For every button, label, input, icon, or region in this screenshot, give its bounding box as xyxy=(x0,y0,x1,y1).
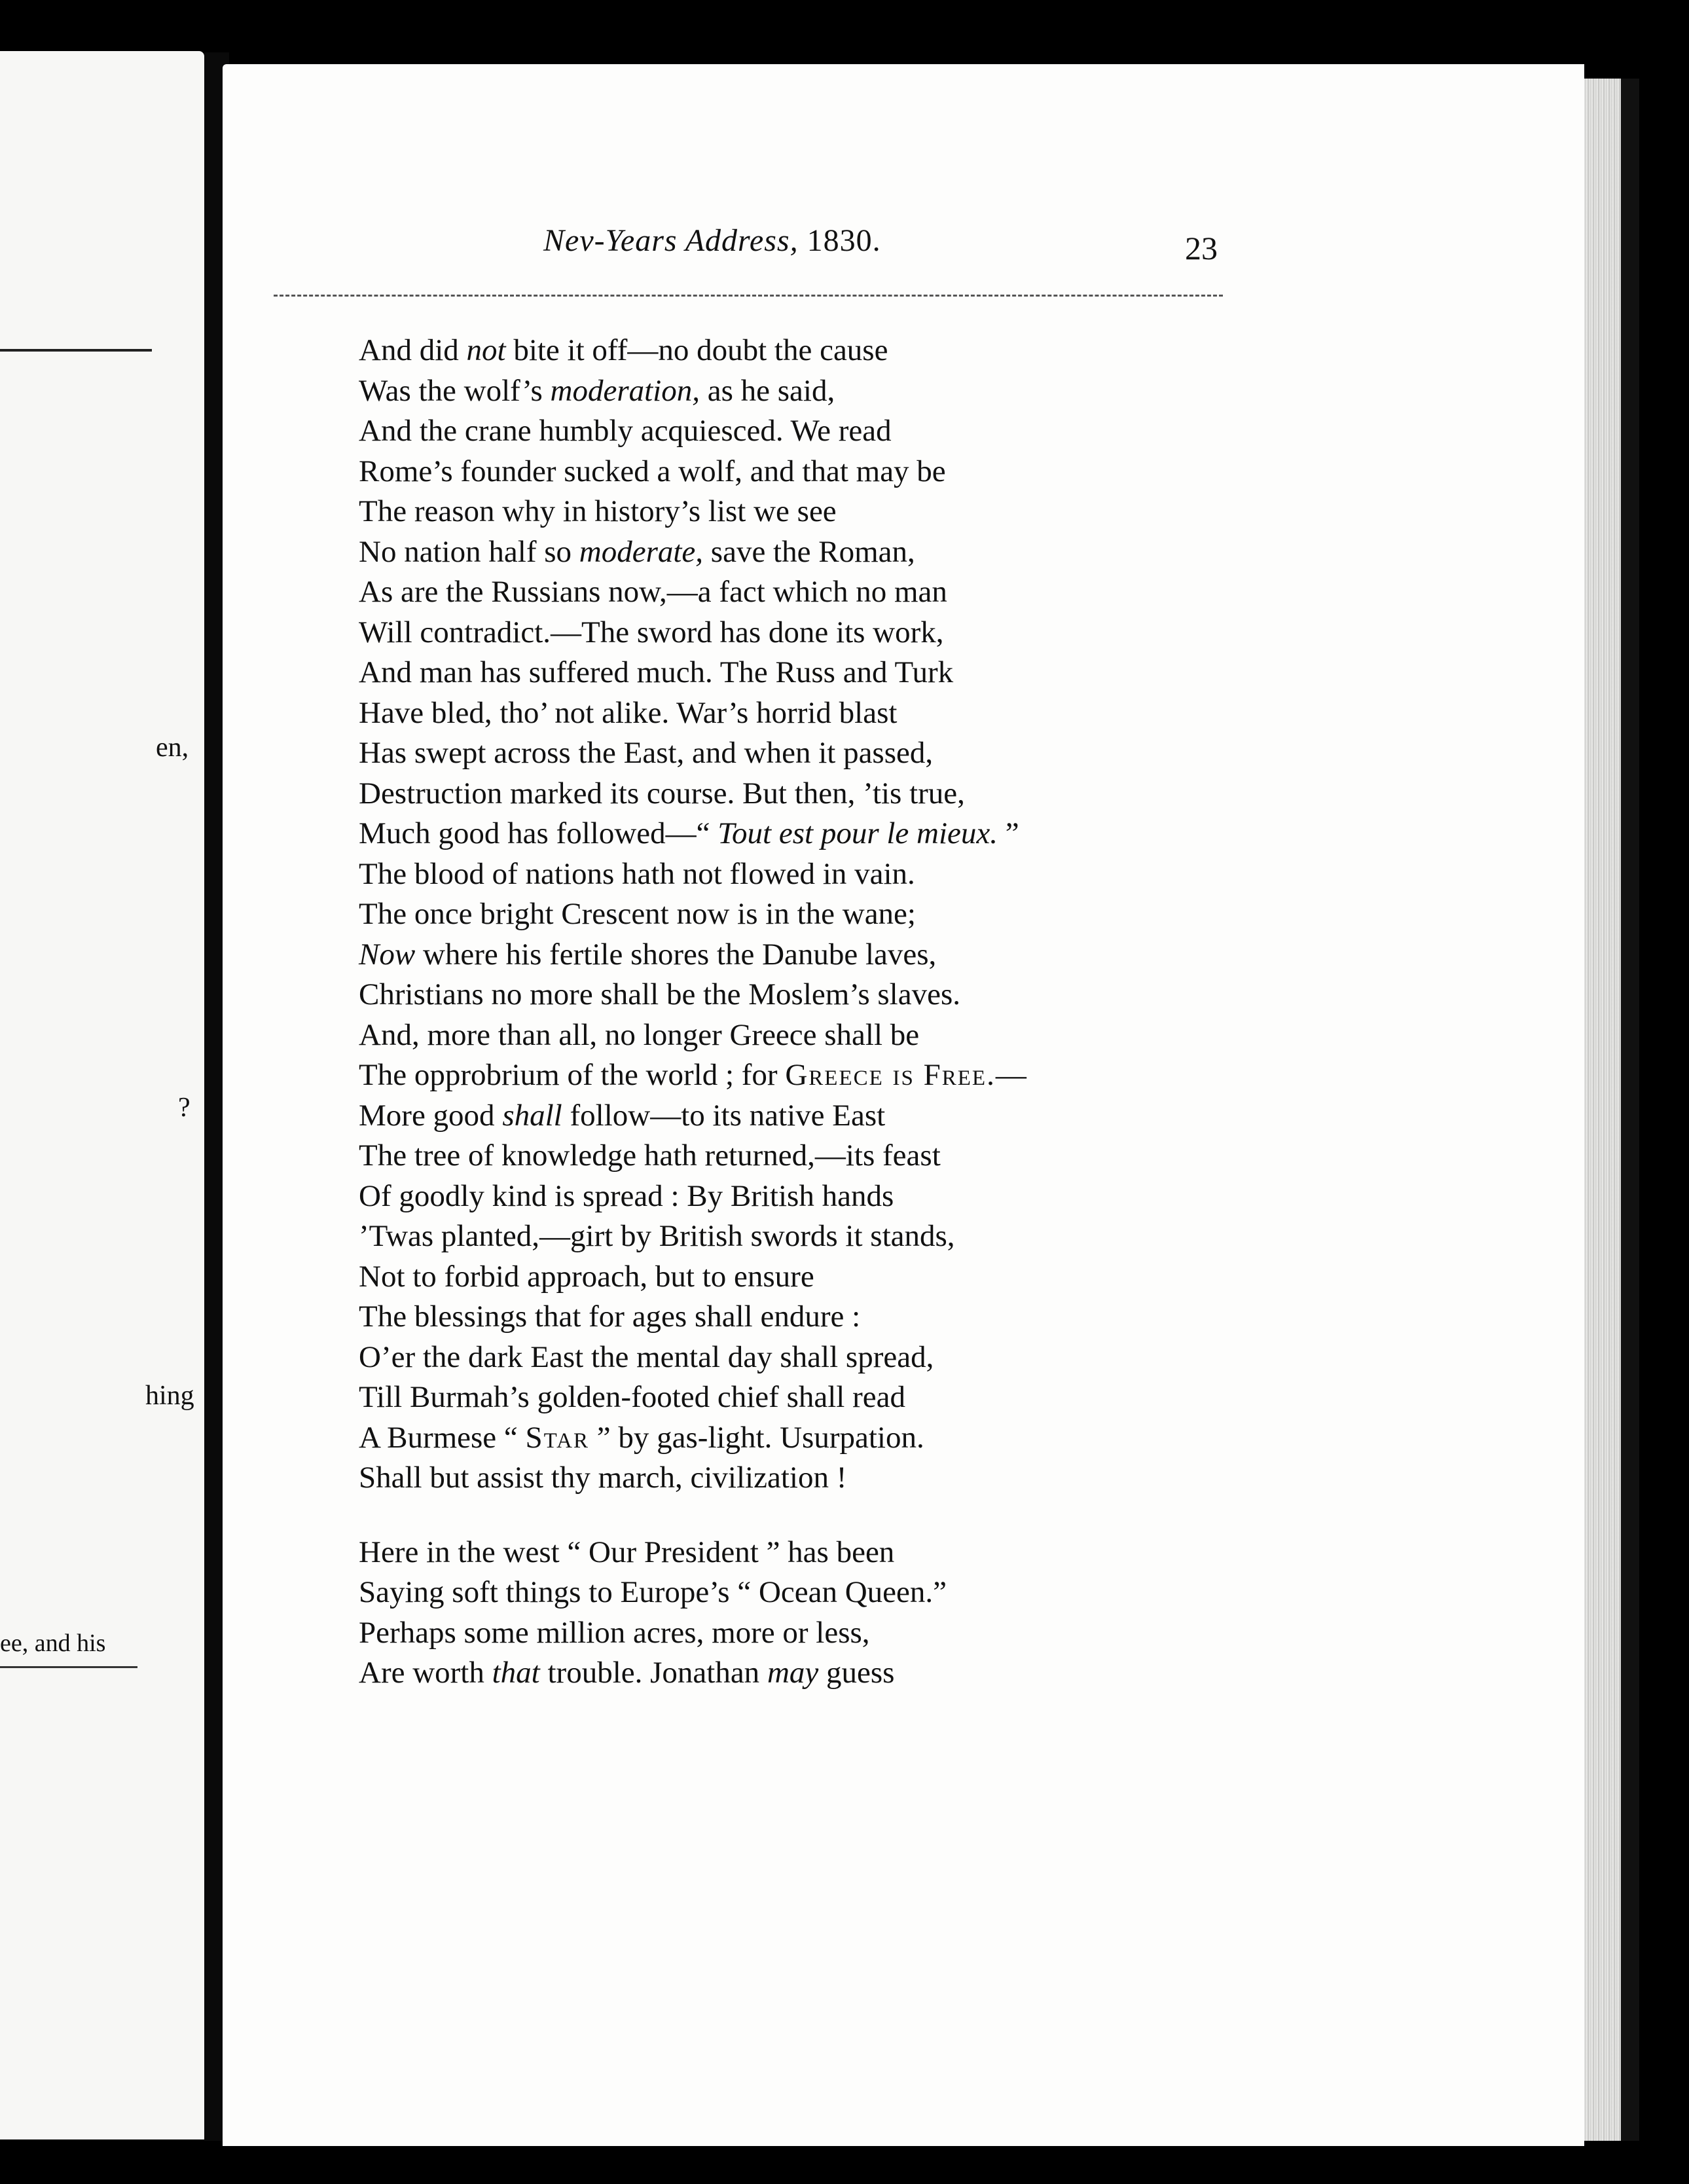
poem-line: O’er the dark East the mental day shall spread, xyxy=(359,1339,934,1374)
poem-line: Shall but assist thy march, civilization ! xyxy=(359,1461,847,1495)
poem-line: The opprobrium of the world ; for Greece is Free.— xyxy=(359,1058,1026,1092)
poem-line: The tree of knowledge hath returned,—its feast xyxy=(359,1138,941,1173)
poem-line: Not to forbid approach, but to ensure xyxy=(359,1259,814,1294)
italic-emphasis: Tout est pour le mieux. xyxy=(717,816,998,850)
italic-emphasis: Now xyxy=(359,937,416,972)
poem-line: Here in the west “ Our President ” has been xyxy=(359,1535,895,1569)
small-caps-emphasis: Star xyxy=(525,1420,590,1455)
poem-line: And did not bite it off—no doubt the cause xyxy=(359,333,888,367)
poem-line: And the crane humbly acquiesced. We read xyxy=(359,414,892,448)
poem-line: And man has suffered much. The Russ and Turk xyxy=(359,655,954,689)
left-text-fragment: ? xyxy=(178,1093,191,1123)
header-rule xyxy=(274,295,1223,297)
italic-emphasis: that xyxy=(492,1656,540,1690)
poem-line: Perhaps some million acres, more or less, xyxy=(359,1615,870,1650)
page-number: 23 xyxy=(1185,230,1218,266)
poem-line: Saying soft things to Europe’s “ Ocean Queen.” xyxy=(359,1575,947,1609)
poem-body xyxy=(359,331,1177,1694)
italic-emphasis: not xyxy=(466,333,506,367)
poem-line: Christians no more shall be the Moslem’s slaves. xyxy=(359,977,961,1011)
left-page-fragment xyxy=(0,51,204,2139)
poem-line: Now where his fertile shores the Danube laves, xyxy=(359,937,937,972)
poem-line: Was the wolf’s moderation, as he said, xyxy=(359,373,835,408)
left-text-fragment: en, xyxy=(156,733,189,763)
poem-line: Till Burmah’s golden-footed chief shall read xyxy=(359,1380,905,1414)
small-caps-emphasis: Greece is Free. xyxy=(785,1058,996,1092)
poem-line: No nation half so moderate, save the Roman, xyxy=(359,534,915,569)
running-head-year: 1830. xyxy=(807,223,881,258)
stanza xyxy=(359,1533,1177,1694)
poem-line: A Burmese “ Star ” by gas-light. Usurpation. xyxy=(359,1420,924,1455)
poem-line: The once bright Crescent now is in the wane; xyxy=(359,897,916,931)
stanza-gap xyxy=(359,1499,1177,1533)
italic-emphasis: shall xyxy=(502,1098,562,1133)
italic-emphasis: moderate, xyxy=(579,534,704,569)
poem-line: As are the Russians now,—a fact which no man xyxy=(359,575,947,609)
poem-line: Will contradict.—The sword has done its work, xyxy=(359,615,944,649)
left-footnote-rule xyxy=(0,1666,137,1668)
poem-line: Destruction marked its course. But then, ’tis true, xyxy=(359,776,965,810)
poem-line: ’Twas planted,—girt by British swords it stands, xyxy=(359,1219,955,1253)
poem-line: Of goodly kind is spread : By British hands xyxy=(359,1178,894,1213)
poem-line: Have bled, tho’ not alike. War’s horrid blast xyxy=(359,695,898,730)
left-footnote-fragment: ee, and his xyxy=(0,1629,106,1657)
running-head xyxy=(543,223,881,259)
poem-line: Are worth that trouble. Jonathan may guess xyxy=(359,1656,895,1690)
italic-emphasis: moderation, xyxy=(550,373,700,408)
poem-line: The blood of nations hath not flowed in vain. xyxy=(359,856,915,891)
poem-line: And, more than all, no longer Greece shall be xyxy=(359,1017,920,1052)
poem-line: More good shall follow—to its native East xyxy=(359,1098,886,1133)
left-text-fragment: hing xyxy=(145,1381,194,1411)
running-head-title: Nev-Years Address, xyxy=(543,223,799,258)
poem-line: Rome’s founder sucked a wolf, and that may be xyxy=(359,454,946,488)
book-edge-shadow xyxy=(1621,79,1639,2141)
italic-emphasis: may xyxy=(767,1656,819,1690)
left-header-rule xyxy=(0,349,152,352)
poem-line: Has swept across the East, and when it passed, xyxy=(359,736,934,770)
poem-line: The reason why in history’s list we see xyxy=(359,494,837,528)
poem-line: Much good has followed—“ Tout est pour le mieux. ” xyxy=(359,816,1019,850)
poem-line: The blessings that for ages shall endure : xyxy=(359,1300,861,1334)
stanza xyxy=(359,331,1177,1499)
